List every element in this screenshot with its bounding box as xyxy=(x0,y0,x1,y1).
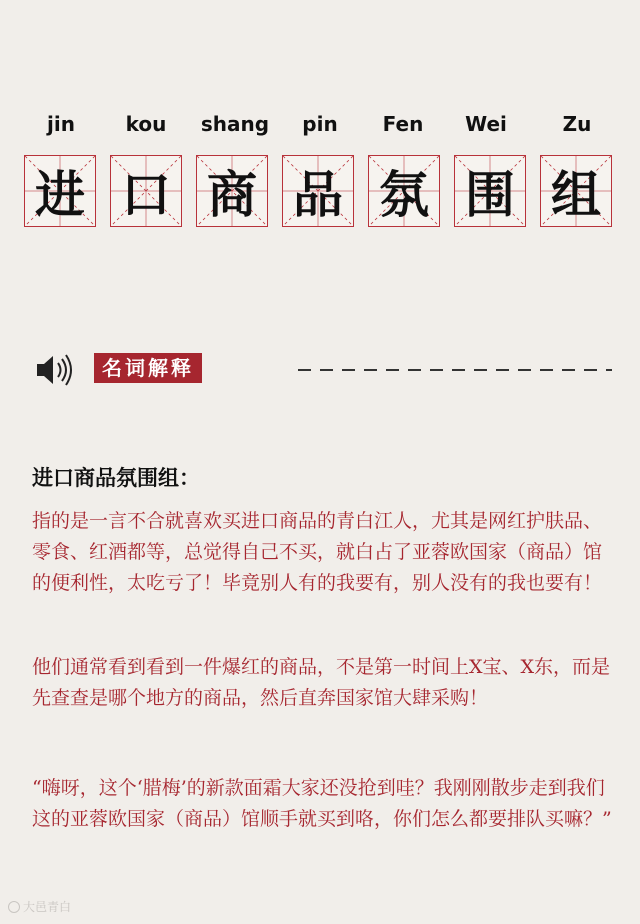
grid-cell xyxy=(110,155,182,227)
dashed-divider xyxy=(298,369,612,371)
title-char: 组 xyxy=(551,166,601,224)
pinyin-5: Fen xyxy=(382,112,424,136)
pinyin-4: pin xyxy=(302,112,338,136)
behavior-paragraph: 他们通常看到看到一件爆红的商品，不是第一时间上X宝、X东，而是先查查是哪个地方的商品，然后直奔国家馆大肆采购！ xyxy=(32,656,611,709)
pinyin-3: shang xyxy=(200,112,270,136)
speaker-icon xyxy=(34,352,74,388)
grid-cell xyxy=(24,155,96,227)
title-char: 围 xyxy=(465,166,515,224)
title-char: 进 xyxy=(35,166,85,224)
pinyin-row xyxy=(0,112,640,142)
section-label: 名词解释 xyxy=(94,353,202,383)
watermark-icon xyxy=(8,901,20,913)
title-grid xyxy=(0,155,640,231)
grid-cell xyxy=(196,155,268,227)
title-char: 商 xyxy=(207,166,257,224)
watermark-text: 大邑青白 xyxy=(23,900,72,914)
pinyin-2: kou xyxy=(125,112,167,136)
title-char: 品 xyxy=(293,166,343,224)
title-char: 口 xyxy=(121,166,171,224)
pinyin-6: Wei xyxy=(465,112,507,136)
grid-cell xyxy=(540,155,612,227)
definition-paragraph: 指的是一言不合就喜欢买进口商品的青白江人，尤其是网红护肤品、零食、红酒都等，总觉得自己不买，就白占了亚蓉欧国家（商品）馆的便利性，太吃亏了！毕竟别人有的我要有，别人没有的我也要有！ xyxy=(32,510,603,594)
quote-paragraph: “嗨呀，这个‘腊梅’的新款面霜大家还没抢到哇？我刚刚散步走到我们这的亚蓉欧国家（商品）馆顺手就买到咯，你们怎么都要排队买嘛？” xyxy=(32,777,612,830)
pinyin-7: Zu xyxy=(562,112,592,136)
grid-cell xyxy=(454,155,526,227)
term-title: 进口商品氛围组： xyxy=(32,466,200,490)
grid-cell xyxy=(282,155,354,227)
pinyin-1: jin xyxy=(47,112,75,136)
watermark xyxy=(8,898,71,915)
grid-cell xyxy=(368,155,440,227)
title-char: 氛 xyxy=(379,166,429,224)
